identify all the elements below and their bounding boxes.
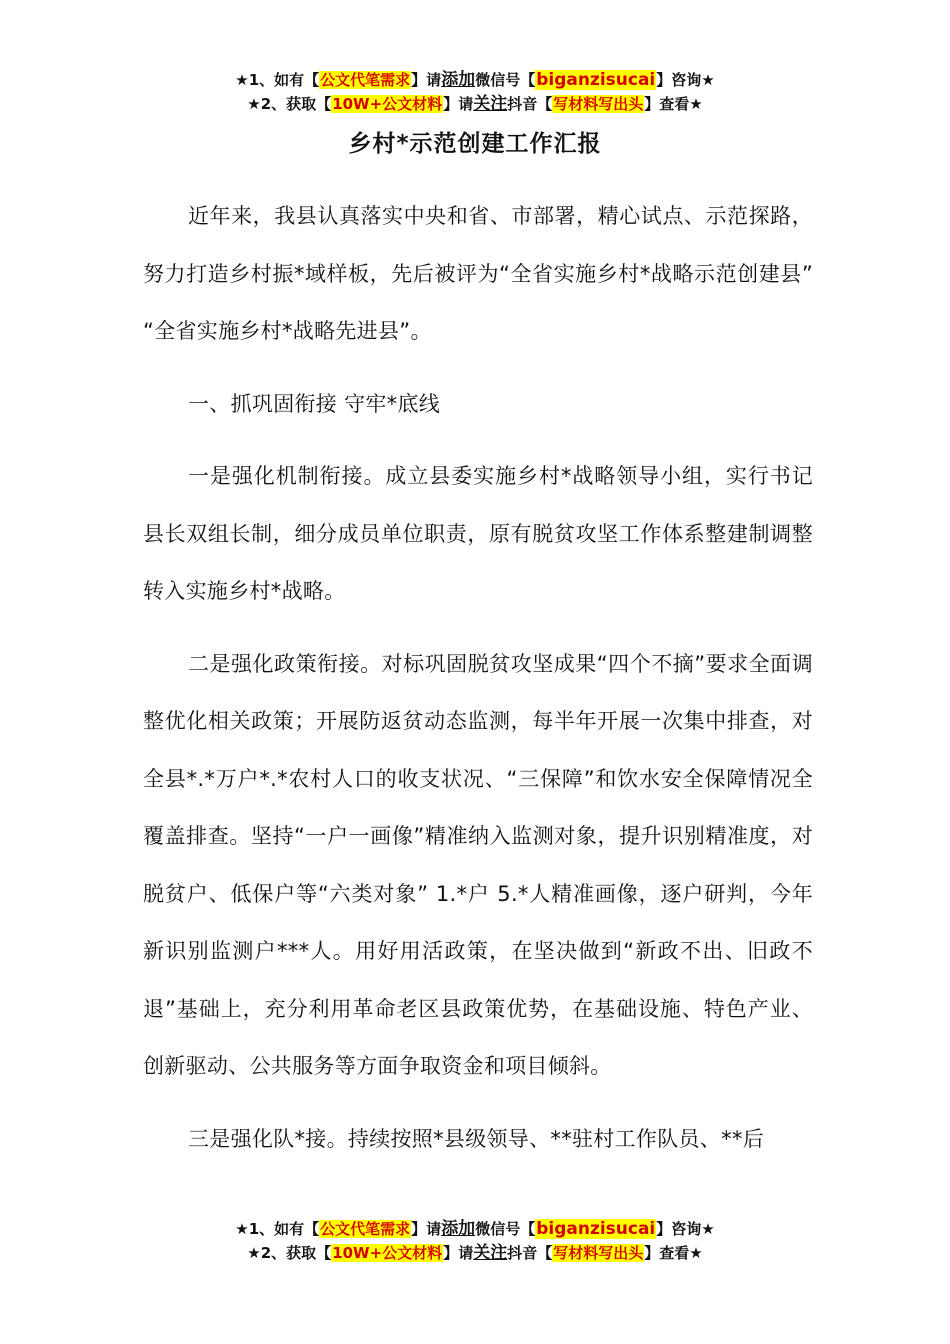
paragraph-intro: 近年来，我县认真落实中央和省、市部署，精心试点、示范探路，努力打造乡村振*域样板，先后被评为“全省实施乡村*战略示范创建县” “全省实施乡村*战略先进县”。: [143, 204, 813, 343]
promo-highlight: 写材料写出头: [553, 95, 644, 113]
promo-text: 】咨询★: [656, 71, 715, 89]
promo-highlight: 10W+公文材料: [332, 1244, 443, 1262]
promo-text: 】查看★: [644, 95, 703, 113]
promo-banner-top: [0, 68, 950, 116]
promo-highlight: 公文代笔需求: [320, 1220, 411, 1238]
paragraph-team: 三是强化队*接。持续按照*县级领导、**驻村工作队员、**后: [188, 1126, 764, 1151]
section-heading: 一、抓巩固衔接 守牢*底线: [188, 391, 441, 416]
promo-text: 】咨询★: [656, 1220, 715, 1238]
promo-underline: 关注: [473, 1243, 508, 1263]
promo-underline: 添加: [441, 70, 476, 90]
promo-highlight: 写材料写出头: [553, 1244, 644, 1262]
promo-line-1: [0, 68, 950, 92]
promo-underline: 添加: [441, 1219, 476, 1239]
promo-text: 抖音【: [507, 95, 553, 113]
promo-line-2: [0, 1241, 950, 1265]
promo-text: 】请: [443, 1244, 474, 1262]
promo-highlight: 公文代笔需求: [320, 71, 411, 89]
promo-text: ★1、如有【: [235, 1220, 320, 1238]
promo-text: 】请: [411, 71, 442, 89]
promo-text: 】查看★: [644, 1244, 703, 1262]
paragraph-mechanism: 一是强化机制衔接。成立县委实施乡村*战略领导小组，实行书记县长双组长制，细分成员单位职责，原有脱贫攻坚工作体系整建制调整转入实施乡村*战略。: [143, 464, 813, 603]
promo-text: ★2、获取【: [247, 1244, 332, 1262]
promo-text: 】请: [443, 95, 474, 113]
promo-text: ★2、获取【: [247, 95, 332, 113]
document-title: 乡村*示范创建工作汇报: [348, 131, 602, 157]
promo-banner-bottom: [0, 1217, 950, 1265]
promo-highlight: biganzisucai: [536, 1219, 656, 1239]
promo-text: 微信号【: [475, 1220, 536, 1238]
paragraph-policy: 二是强化政策衔接。对标巩固脱贫攻坚成果“四个不摘”要求全面调整优化相关政策；开展防返贫动态监测，每半年开展一次集中排查，对全县*.*万户*.*农村人口的收支状况、“三保障”和饮水安全保障情况全覆盖排查。坚持“一户一画像”精准纳入监测对象，提升识别精准度，对脱贫户、低保户等“六类对象” 1.*户 5.*人精准画像，逐户研判，今年新识别监测户***人。用好用活政策，在坚决做到“新政不出、旧政不退”基础上，充分利用革命老区县政策优势，在基础设施、特色产业、创新驱动、公共服务等方面争取资金和项目倾斜。: [143, 651, 813, 1078]
promo-line-2: [0, 92, 950, 116]
document-body: [143, 188, 813, 1183]
promo-highlight: 10W+公文材料: [332, 95, 443, 113]
promo-text: 微信号【: [475, 71, 536, 89]
promo-text: ★1、如有【: [235, 71, 320, 89]
promo-text: 抖音【: [507, 1244, 553, 1262]
promo-underline: 关注: [473, 94, 508, 114]
promo-text: 】请: [411, 1220, 442, 1238]
promo-highlight: biganzisucai: [536, 70, 656, 90]
promo-line-1: [0, 1217, 950, 1241]
